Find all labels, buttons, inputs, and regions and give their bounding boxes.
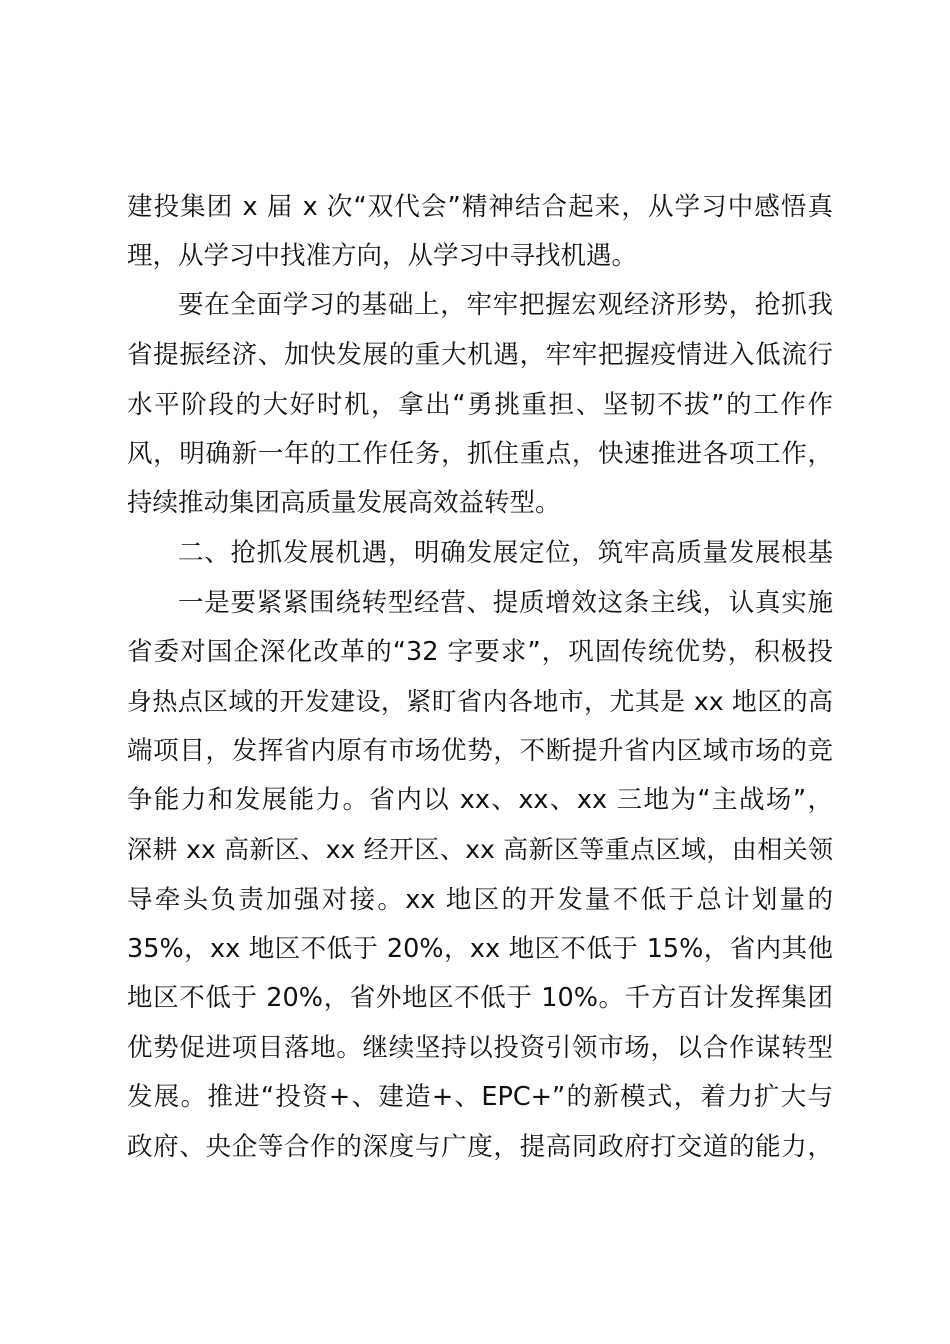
paragraph-line: 争能力和发展能力。省内以 xx、xx、xx 三地为“主战场”， bbox=[127, 785, 833, 815]
section-heading: 二、抢抓发展机遇，明确发展定位，筑牢高质量发展根基 bbox=[178, 538, 833, 568]
paragraph-line: 地区不低于 20%，省外地区不低于 10%。千方百计发挥集团 bbox=[127, 983, 833, 1013]
paragraph-line: 深耕 xx 高新区、xx 经开区、xx 高新区等重点区域，由相关领 bbox=[127, 835, 833, 864]
paragraph-line: 要在全面学习的基础上，牢牢把握宏观经济形势，抢抓我 bbox=[178, 290, 833, 320]
paragraph-line: 省提振经济、加快发展的重大机遇，牢牢把握疫情进入低流行 bbox=[127, 340, 833, 370]
paragraph-line: 风，明确新一年的工作任务，抓住重点，快速推进各项工作， bbox=[127, 439, 833, 469]
paragraph-line: 理，从学习中找准方向，从学习中寻找机遇。 bbox=[127, 241, 638, 271]
paragraph-line: 身热点区域的开发建设，紧盯省内各地市，尤其是 xx 地区的高 bbox=[127, 687, 833, 716]
paragraph-line: 水平阶段的大好时机，拿出“勇挑重担、坚韧不拔”的工作作 bbox=[127, 390, 833, 420]
paragraph-line: 省委对国企深化改革的“32 字要求”，巩固传统优势，积极投 bbox=[127, 637, 833, 667]
paragraph-line: 优势促进项目落地。继续坚持以投资引领市场，以合作谋转型 bbox=[127, 1033, 833, 1063]
paragraph-line: 端项目，发挥省内原有市场优势，不断提升省内区域市场的竞 bbox=[127, 736, 833, 766]
paragraph-line: 建投集团 x 届 x 次“双代会”精神结合起来，从学习中感悟真 bbox=[127, 192, 833, 222]
paragraph-line: 发展。推进“投资+、建造+、EPC+”的新模式，着力扩大与 bbox=[127, 1082, 833, 1112]
paragraph-line: 一是要紧紧围绕转型经营、提质增效这条主线，认真实施 bbox=[178, 588, 833, 618]
paragraph-line: 导牵头负责加强对接。xx 地区的开发量不低于总计划量的 bbox=[127, 885, 833, 915]
paragraph-line: 政府、央企等合作的深度与广度，提高同政府打交道的能力， bbox=[127, 1132, 833, 1162]
paragraph-line: 持续推动集团高质量发展高效益转型。 bbox=[127, 488, 561, 518]
paragraph-line: 35%，xx 地区不低于 20%，xx 地区不低于 15%，省内其他 bbox=[127, 934, 833, 964]
